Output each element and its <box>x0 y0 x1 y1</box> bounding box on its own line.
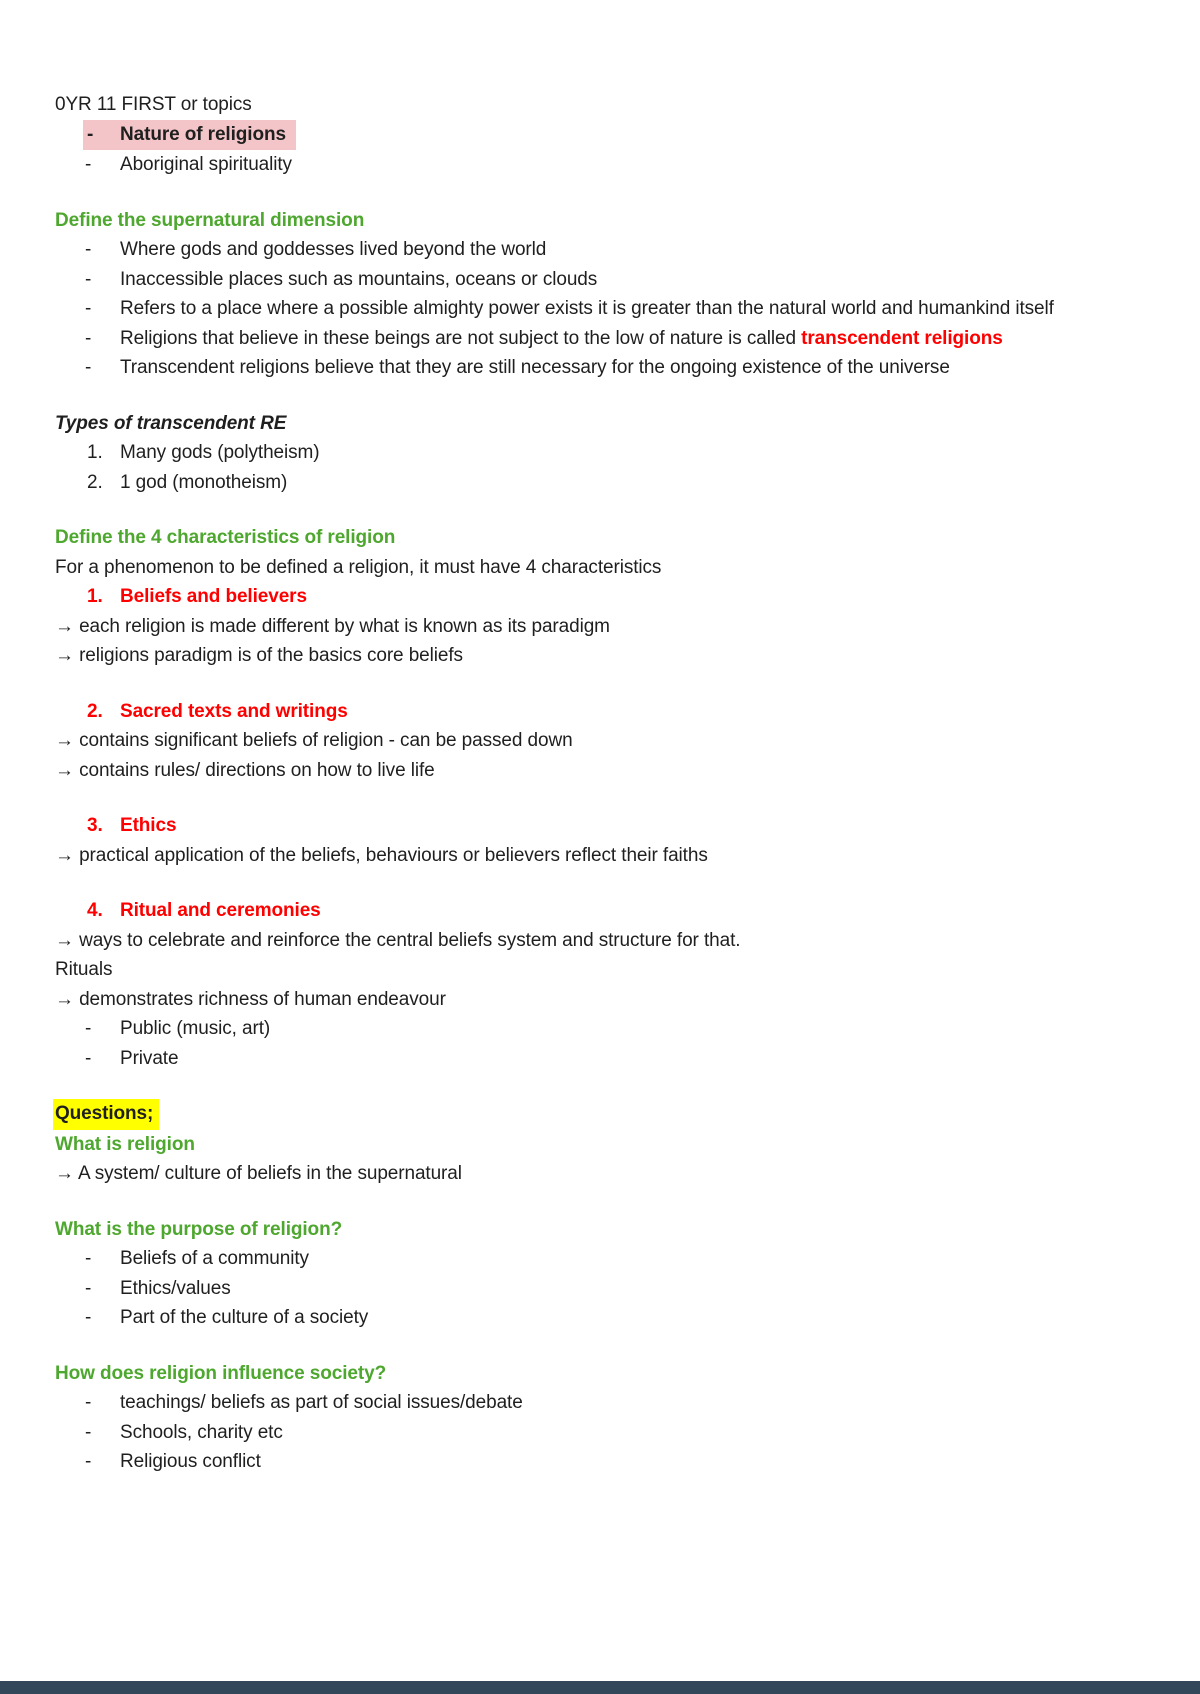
bullet-item-transcendent <box>55 324 1160 354</box>
arrow-note-text: → demonstrates richness of human endeavour <box>55 988 446 1010</box>
heading-text: What is the purpose of religion? <box>55 1218 343 1240</box>
bullet-item <box>55 1303 1160 1333</box>
arrow-note-text: → contains significant beliefs of religion - can be passed down <box>55 730 573 751</box>
bullet-dash: - <box>85 298 92 319</box>
numbered-item-ritual <box>55 896 1160 926</box>
arrow-note-text: → A system/ culture of beliefs in the supernatural <box>55 1163 462 1184</box>
arrow-note <box>55 641 1160 671</box>
bullet-text: Inaccessible places such as mountains, oceans or clouds <box>120 268 598 290</box>
bullet-text: Part of the culture of a society <box>120 1307 369 1328</box>
subheading-types-of-transcendent <box>55 409 1160 439</box>
bullet-dash: - <box>85 1421 92 1443</box>
arrow-note-text: → each religion is made different by what is known as its paradigm <box>55 615 610 637</box>
bullet-dash: - <box>85 239 92 260</box>
item-text: Ethics <box>120 815 177 836</box>
section-heading-what-is-religion <box>55 1130 1160 1160</box>
questions-heading <box>55 1099 1160 1130</box>
bullet-item <box>55 150 1160 180</box>
bullet-text: Nature of religions <box>120 123 286 145</box>
arrow-note <box>55 756 1160 786</box>
bullet-item <box>55 1274 1160 1304</box>
arrow-note <box>55 1159 1160 1189</box>
heading-text: Types of transcendent RE <box>55 412 287 434</box>
bullet-item <box>55 1014 1160 1044</box>
highlighted-bullet-nature-of-religions <box>83 120 1160 151</box>
heading-text: What is religion <box>55 1133 195 1155</box>
numbered-item-sacred-texts <box>55 697 1160 727</box>
item-number: 1. <box>87 586 103 607</box>
bullet-text: Religions that believe in these beings are not subject to the low of nature is called <box>120 327 802 349</box>
arrow-note-text: → ways to celebrate and reinforce the central beliefs system and structure for that. <box>55 929 741 951</box>
doc-title <box>55 90 1160 120</box>
yellow-highlight: Questions; <box>53 1099 159 1130</box>
bullet-text: Ethics/values <box>120 1277 231 1299</box>
heading-text: How does religion influence society? <box>55 1362 387 1384</box>
item-number: 2. <box>87 700 103 722</box>
paragraph-text: For a phenomenon to be defined a religion, it must have 4 characteristics <box>55 556 662 578</box>
item-number: 4. <box>87 900 103 921</box>
bullet-dash: - <box>85 327 92 349</box>
bullet-dash: - <box>85 1451 92 1472</box>
bullet-text: Private <box>120 1047 179 1069</box>
paragraph-text: Rituals <box>55 959 113 980</box>
bullet-text: Beliefs of a community <box>120 1248 309 1269</box>
item-text: Many gods (polytheism) <box>120 442 320 463</box>
bullet-item <box>55 353 1160 383</box>
bullet-text: Where gods and goddesses lived beyond the world <box>120 239 547 260</box>
section-heading-influence <box>55 1359 1160 1389</box>
bullet-dash: - <box>85 268 92 290</box>
bullet-text: Public (music, art) <box>120 1018 271 1039</box>
arrow-note-text: → practical application of the beliefs, behaviours or believers reflect their faiths <box>55 844 708 866</box>
arrow-note <box>55 726 1160 756</box>
numbered-item <box>55 468 1160 498</box>
item-text: Ritual and ceremonies <box>120 900 321 921</box>
section-heading-characteristics <box>55 523 1160 553</box>
section-heading-supernatural <box>55 206 1160 236</box>
arrow-note <box>55 612 1160 642</box>
bullet-text: Aboriginal spirituality <box>120 154 292 175</box>
bullet-dash: - <box>85 154 92 175</box>
bullet-dash: - <box>87 123 94 145</box>
item-number: 2. <box>87 471 103 493</box>
bullet-text: Transcendent religions believe that they are still necessary for the ongoing existence of the universe <box>120 357 950 378</box>
arrow-note <box>55 841 1160 871</box>
bullet-dash: - <box>85 1277 92 1299</box>
bullet-text: Refers to a place where a possible almighty power exists it is greater than the natural world and humankind itself <box>120 298 1054 319</box>
bullet-item <box>55 265 1160 295</box>
item-number: 3. <box>87 815 103 836</box>
page-footer-bar <box>0 1681 1200 1694</box>
item-text: 1 god (monotheism) <box>120 471 288 493</box>
arrow-note-text: → contains rules/ directions on how to live life <box>55 759 435 781</box>
bullet-item <box>55 294 1160 324</box>
paragraph <box>55 553 1160 583</box>
numbered-item-ethics <box>55 811 1160 841</box>
numbered-item <box>55 438 1160 468</box>
arrow-note <box>55 926 1160 956</box>
bullet-dash: - <box>85 1392 92 1413</box>
bullet-text-red: transcendent religions <box>801 327 1003 349</box>
doc-title-text: 0YR 11 FIRST or topics <box>55 94 252 115</box>
item-text: Sacred texts and writings <box>120 700 348 722</box>
bullet-item <box>55 1447 1160 1477</box>
bullet-item <box>55 235 1160 265</box>
bullet-text: teachings/ beliefs as part of social issues/debate <box>120 1392 523 1413</box>
bullet-dash: - <box>85 1248 92 1269</box>
arrow-note-text: → religions paradigm is of the basics core beliefs <box>55 645 463 666</box>
bullet-item <box>55 1388 1160 1418</box>
bullet-dash: - <box>85 1047 92 1069</box>
numbered-item-beliefs <box>55 582 1160 612</box>
item-number: 1. <box>87 442 103 463</box>
item-text: Beliefs and believers <box>120 586 307 607</box>
bullet-item <box>55 1244 1160 1274</box>
bullet-item <box>55 1418 1160 1448</box>
heading-text: Define the 4 characteristics of religion <box>55 527 396 548</box>
pink-highlight <box>83 120 296 151</box>
bullet-dash: - <box>85 1307 92 1328</box>
bullet-dash: - <box>85 1018 92 1039</box>
section-heading-purpose <box>55 1215 1160 1245</box>
bullet-item <box>55 1044 1160 1074</box>
bullet-dash: - <box>85 357 92 378</box>
bullet-text: Schools, charity etc <box>120 1421 283 1443</box>
arrow-note <box>55 985 1160 1015</box>
bullet-text: Religious conflict <box>120 1451 261 1472</box>
paragraph <box>55 955 1160 985</box>
heading-text: Define the supernatural dimension <box>55 209 365 231</box>
